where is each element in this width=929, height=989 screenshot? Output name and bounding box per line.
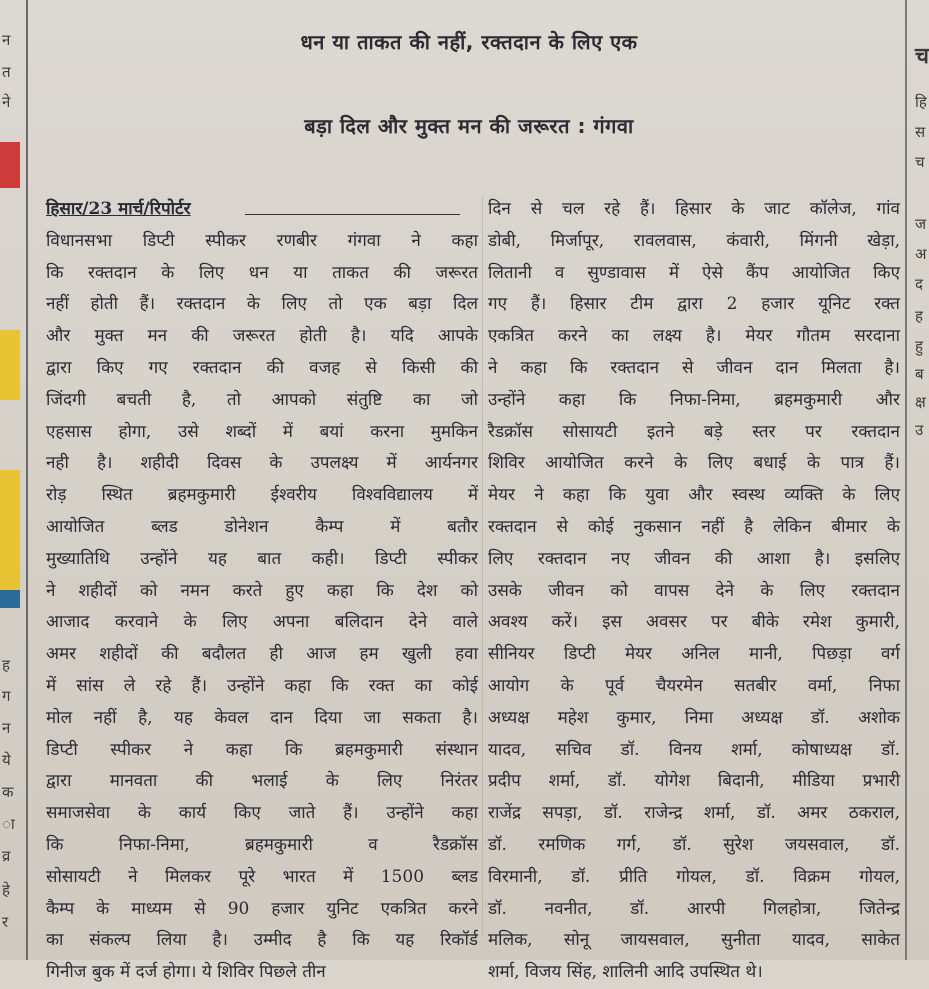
margin-char: ह [915, 307, 923, 325]
article-text-line: शिविर आयोजित करने के लिए बधाई के पात्र हैं। [488, 453, 900, 474]
article-text-line: कि निफा-निमा, ब्रहमकुमारी व रैडक्रॉस [46, 834, 478, 855]
left-margin-column [0, 0, 28, 960]
article-text-line: उन्होंने कहा कि निफा-निमा, ब्रहमकुमारी और [488, 389, 900, 410]
article-text-line: द्वारा मानवता की भलाई के लिए निरंतर [46, 771, 478, 792]
article-text-line: प्रदीप शर्मा, डॉ. योगेश बिदानी, मीडिया प्रभारी [488, 771, 900, 792]
margin-char: ये [2, 751, 11, 769]
margin-char: च [915, 44, 929, 69]
article-text-line: डॉ. रमणिक गर्ग, डॉ. सुरेश जयसवाल, डॉ. [488, 834, 900, 855]
article-text-line: आयोजित ब्लड डोनेशन कैम्प में बतौर [46, 516, 478, 537]
article-text-line: सीनियर डिप्टी मेयर अनिल मानी, पिछड़ा वर्ग [488, 644, 900, 665]
article-text-line: राजेंद्र सपड़ा, डॉ. राजेन्द्र शर्मा, डॉ. अमर ठकराल, [488, 803, 900, 824]
margin-char: हि [915, 93, 927, 111]
article-right-column [488, 194, 900, 989]
article-text-line: जिंदगी बचती है, तो आपको संतुष्टि का जो [46, 389, 478, 410]
margin-char: द [915, 275, 923, 293]
article-text-line: यादव, सचिव डॉ. विनय शर्मा, कोषाध्यक्ष डॉ. [488, 739, 900, 760]
margin-char: ा [2, 815, 15, 833]
margin-char: ग [2, 687, 11, 705]
article-text-line: विरमानी, डॉ. प्रीति गोयल, डॉ. विक्रम गोयल, [488, 866, 900, 887]
article-text-line: उसके जीवन को वापस देने के लिए रक्तदान [488, 580, 900, 601]
article-text-line: मोल नहीं है, यह केवल दान दिया जा सकता है। [46, 707, 478, 728]
margin-char: ह [2, 656, 10, 674]
article-text-line: में सांस ले रहे हैं। उन्होंने कहा कि रक्त का कोई [46, 675, 478, 696]
margin-char: हु [915, 337, 923, 355]
margin-char: न [2, 31, 11, 49]
margin-color-strip [0, 142, 20, 188]
article-text-line: अवश्य करें। इस अवसर पर बीके रमेश कुमारी, [488, 612, 900, 633]
article-text-line: आजाद करवाने के लिए अपना बलिदान देने वाले [46, 612, 478, 633]
margin-color-strip [0, 470, 20, 590]
article-text-line: कि रक्तदान के लिए धन या ताकत की जरूरत [46, 262, 478, 283]
article-text-line: एहसास होगा, उसे शब्दों में बयां करना मुमकिन [46, 421, 478, 442]
headline-line-2: बड़ा दिल और मुक्त मन की जरूरत : गंगवा [304, 114, 634, 138]
article-text-line: गिनीज बुक में दर्ज होगा। ये शिविर पिछले तीन [46, 962, 326, 983]
margin-char: क्ष [915, 393, 926, 411]
article-text-line: डॉ. नवनीत, डॉ. आरपी गिलहोत्रा, जितेन्द्र [488, 898, 900, 919]
article-text-line: लिए रक्तदान नए जीवन की आशा है। इसलिए [488, 548, 900, 569]
article-text-line: रैडक्रॉस सोसायटी इतने बड़े स्तर पर रक्तदान [488, 421, 900, 442]
article-text-line: दिन से चल रहे हैं। हिसार के जाट कॉलेज, गांव [488, 199, 900, 219]
article-text-line: और मुक्त मन की जरूरत होती है। यदि आपके [46, 326, 478, 347]
article-text-line: गए हैं। हिसार टीम द्वारा 2 हजार यूनिट रक्त [488, 294, 900, 315]
article-text-line: नहीं होती हैं। रक्तदान के लिए तो एक बड़ा दिल [46, 294, 478, 315]
margin-char: उ [915, 421, 924, 439]
dateline: हिसार/23 मार्च/रिपोर्टर [46, 199, 191, 219]
article-text-line: नही है। शहीदी दिवस के उपलक्ष्य में आर्यनगर [46, 453, 478, 474]
article-text-line: डोबी, मिर्जापूर, रावलवास, कंवारी, मिंगनी खेड़ा, [488, 230, 900, 251]
margin-char: ज [915, 215, 927, 233]
article-text-line: मलिक, सोनू जायसवाल, सुनीता यादव, साकेत [488, 930, 900, 951]
margin-color-strip [0, 590, 20, 608]
margin-char: न [2, 719, 11, 737]
article-text-line: आयोग के पूर्व चैयरमेन सतबीर वर्मा, निफा [488, 675, 900, 696]
article-text-line: मुख्यातिथि उन्होंने यह बात कही। डिप्टी स्पीकर [46, 548, 478, 569]
article-text-line: ने शहीदों को नमन करते हुए कहा कि देश को [46, 580, 478, 601]
article-text-line: मेयर ने कहा कि युवा और स्वस्थ व्यक्ति के लिए [488, 485, 900, 506]
article-text-line: एकत्रित करने का लक्ष्य है। मेयर गौतम सरदाना [488, 326, 900, 347]
article-text-line: का संकल्प लिया है। उम्मीद है कि यह रिकॉर्ड [46, 930, 478, 951]
article-text-line: विधानसभा डिप्टी स्पीकर रणबीर गंगवा ने कहा [46, 230, 478, 251]
article-text-line: रोड़ स्थित ब्रहमकुमारी ईश्वरीय विश्वविद्यालय में [46, 485, 478, 506]
article-text-line: कैम्प के माध्यम से 90 हजार युनिट एकत्रित करने [46, 898, 478, 919]
article-text-line: लितानी व सुण्डावास में ऐसे कैंप आयोजित किए [488, 262, 900, 283]
article-text-line: द्वारा किए गए रक्तदान की वजह से किसी की [46, 357, 478, 378]
margin-char: स [915, 123, 926, 141]
margin-char: ने [2, 93, 11, 111]
article-text-line: रक्तदान से कोई नुकसान नहीं है लेकिन बीमार के [488, 516, 900, 537]
margin-char: च [915, 153, 925, 171]
margin-char: व्र [2, 847, 11, 865]
margin-char: क [2, 783, 14, 801]
margin-char: अ [915, 245, 927, 263]
article-text-line: डिप्टी स्पीकर ने कहा कि ब्रहमकुमारी संस्थान [46, 739, 478, 760]
article-text-line: ने कहा कि रक्तदान से जीवन दान मिलता है। [488, 357, 900, 378]
margin-char: र [2, 913, 9, 931]
article-text-line: शर्मा, विजय सिंह, शालिनी आदि उपस्थित थे। [488, 962, 763, 983]
margin-color-strip [0, 330, 20, 400]
article-text-line: सोसायटी ने मिलकर पूरे भारत में 1500 ब्लड [46, 866, 478, 887]
margin-char: त [2, 63, 11, 81]
article-text-line: अमर शहीदों की बदौलत ही आज हम खुली हवा [46, 644, 478, 665]
article-text-line: अध्यक्ष महेश कुमार, निमा अध्यक्ष डॉ. अशोक [488, 707, 900, 728]
headline-line-1: धन या ताकत की नहीं, रक्तदान के लिए एक [300, 30, 638, 54]
margin-char: ब [915, 365, 924, 383]
article-text-line: समाजसेवा के कार्य किए जाते हैं। उन्होंने कहा [46, 803, 478, 824]
margin-char: हे [2, 881, 10, 899]
article-left-column [46, 194, 478, 989]
column-divider [482, 196, 483, 936]
right-margin-column [905, 0, 929, 960]
